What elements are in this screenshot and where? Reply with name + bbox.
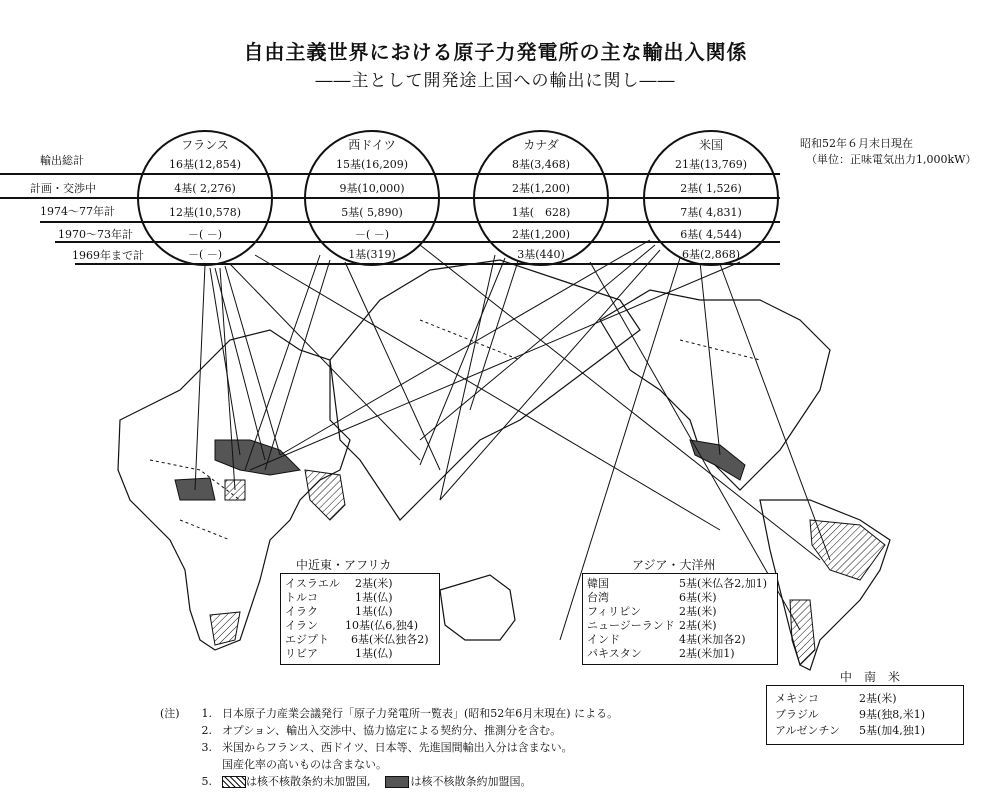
- non-npt-area-arabia: [305, 470, 345, 520]
- region-title-latin-america: 中 南 米: [840, 670, 901, 684]
- list-item: アルゼンチン 5基(加4,独1): [775, 724, 926, 737]
- non-npt-area-argentina: [790, 600, 815, 665]
- exporter-title-france: フランス: [181, 138, 229, 152]
- list-item: エジプト 6基(米仏独各2): [285, 633, 429, 646]
- notes-label: (注): [160, 707, 180, 720]
- list-item: メキシコ 2基(米): [775, 692, 897, 705]
- canada-planned: 2基(1,200): [511, 182, 571, 195]
- region-box-latin-america: [766, 685, 964, 745]
- date-note-unit: （単位：正味電気出力1,000kW）: [806, 153, 977, 166]
- west-germany-planned: 9基(10,000): [339, 182, 405, 195]
- list-item: ニュージーランド 2基(米): [587, 619, 717, 632]
- note-line: 5. は核不核散条約未加盟国, は核不核散条約加盟国。: [201, 775, 532, 788]
- france-planned: 4基( 2,276): [174, 182, 236, 195]
- npt-member-area-middle-east: [215, 440, 300, 475]
- west-germany-1974-77: 5基( 5,890): [341, 206, 403, 219]
- note-line: 2. オプション、輸出入交渉中、協力協定による契約分、推測分を含む。: [201, 724, 562, 737]
- region-box-mideast-africa: [280, 573, 440, 665]
- note-line: 国産化率の高いものは含まない。: [222, 758, 387, 771]
- page-title: 自由主義世界における原子力発電所の主な輸出入関係: [243, 40, 748, 64]
- france-total: 16基(12,854): [168, 158, 242, 171]
- list-item: イラク 1基(仏): [285, 605, 393, 618]
- page-subtitle: ――主として開発途上国への輸出に関し――: [315, 71, 676, 91]
- exporter-title-usa: 米国: [698, 138, 723, 152]
- legend-dark-swatch: [385, 776, 409, 788]
- canada-total: 8基(3,468): [511, 158, 571, 171]
- region-box-asia-pacific: [582, 573, 778, 665]
- list-item: 台湾 6基(米): [587, 591, 717, 604]
- row-label-total: 輸出総計: [40, 154, 84, 167]
- usa-planned: 2基( 1,526): [680, 182, 742, 195]
- usa-total: 21基(13,769): [674, 158, 748, 171]
- canada-1970-73: 2基(1,200): [511, 228, 571, 241]
- non-npt-area-south-africa: [210, 612, 240, 645]
- row-label-1974-77: 1974～77年計: [40, 205, 115, 218]
- france-1969: －( －): [187, 248, 223, 261]
- row-label-1970-73: 1970～73年計: [58, 228, 133, 241]
- date-note: [800, 136, 976, 168]
- list-item: リビア 1基(仏): [285, 647, 393, 660]
- canada-1974-77: 1基( 628): [511, 206, 571, 219]
- list-item: ブラジル 9基(独8,米1): [775, 708, 926, 721]
- usa-1969: 6基(2,868): [681, 248, 741, 261]
- list-item: フィリピン 2基(米): [587, 605, 717, 618]
- list-item: トルコ 1基(仏): [285, 591, 393, 604]
- list-item: 韓国 5基(米仏各2,加1): [587, 577, 768, 590]
- list-item: パキスタン 2基(米加1): [587, 647, 735, 660]
- notes-section: [160, 705, 618, 790]
- france-1970-73: －( －): [187, 228, 223, 241]
- west-germany-1969: 1基(319): [348, 248, 396, 261]
- list-item: イスラエル 2基(米): [285, 577, 393, 590]
- note-line: (注) 1. 日本原子力産業会議発行「原子力発電所一覧表」(昭和52年6月末現在) による。: [160, 707, 619, 720]
- canada-1969: 3基(440): [517, 248, 565, 261]
- exporter-title-canada: カナダ: [523, 138, 559, 152]
- list-item: イラン 10基(仏6,独4): [285, 619, 419, 632]
- list-item: インド 4基(米加各2): [587, 633, 746, 646]
- row-label-1969: 1969年まで計: [72, 249, 144, 262]
- region-title-mideast-africa: 中近東・アフリカ: [296, 558, 392, 572]
- legend-hatched-swatch: [222, 776, 246, 788]
- usa-1974-77: 7基( 4,831): [680, 206, 742, 219]
- australia-landmass: [440, 575, 515, 640]
- west-germany-total: 15基(16,209): [335, 158, 409, 171]
- usa-1970-73: 6基( 4,544): [680, 228, 742, 241]
- region-title-asia-pacific: アジア・大洋州: [632, 558, 716, 572]
- west-germany-1970-73: －( －): [354, 228, 390, 241]
- note-line: 3. 米国からフランス、西ドイツ、日本等、先進国間輸出入分は含まない。: [201, 741, 573, 754]
- date-note-line1: 昭和52年６月末日現在: [800, 137, 913, 150]
- row-label-planned: 計画・交渉中: [30, 182, 96, 195]
- france-1974-77: 12基(10,578): [168, 206, 242, 219]
- exporter-title-west-germany: 西ドイツ: [348, 138, 396, 152]
- npt-member-area-mexico: [690, 440, 745, 480]
